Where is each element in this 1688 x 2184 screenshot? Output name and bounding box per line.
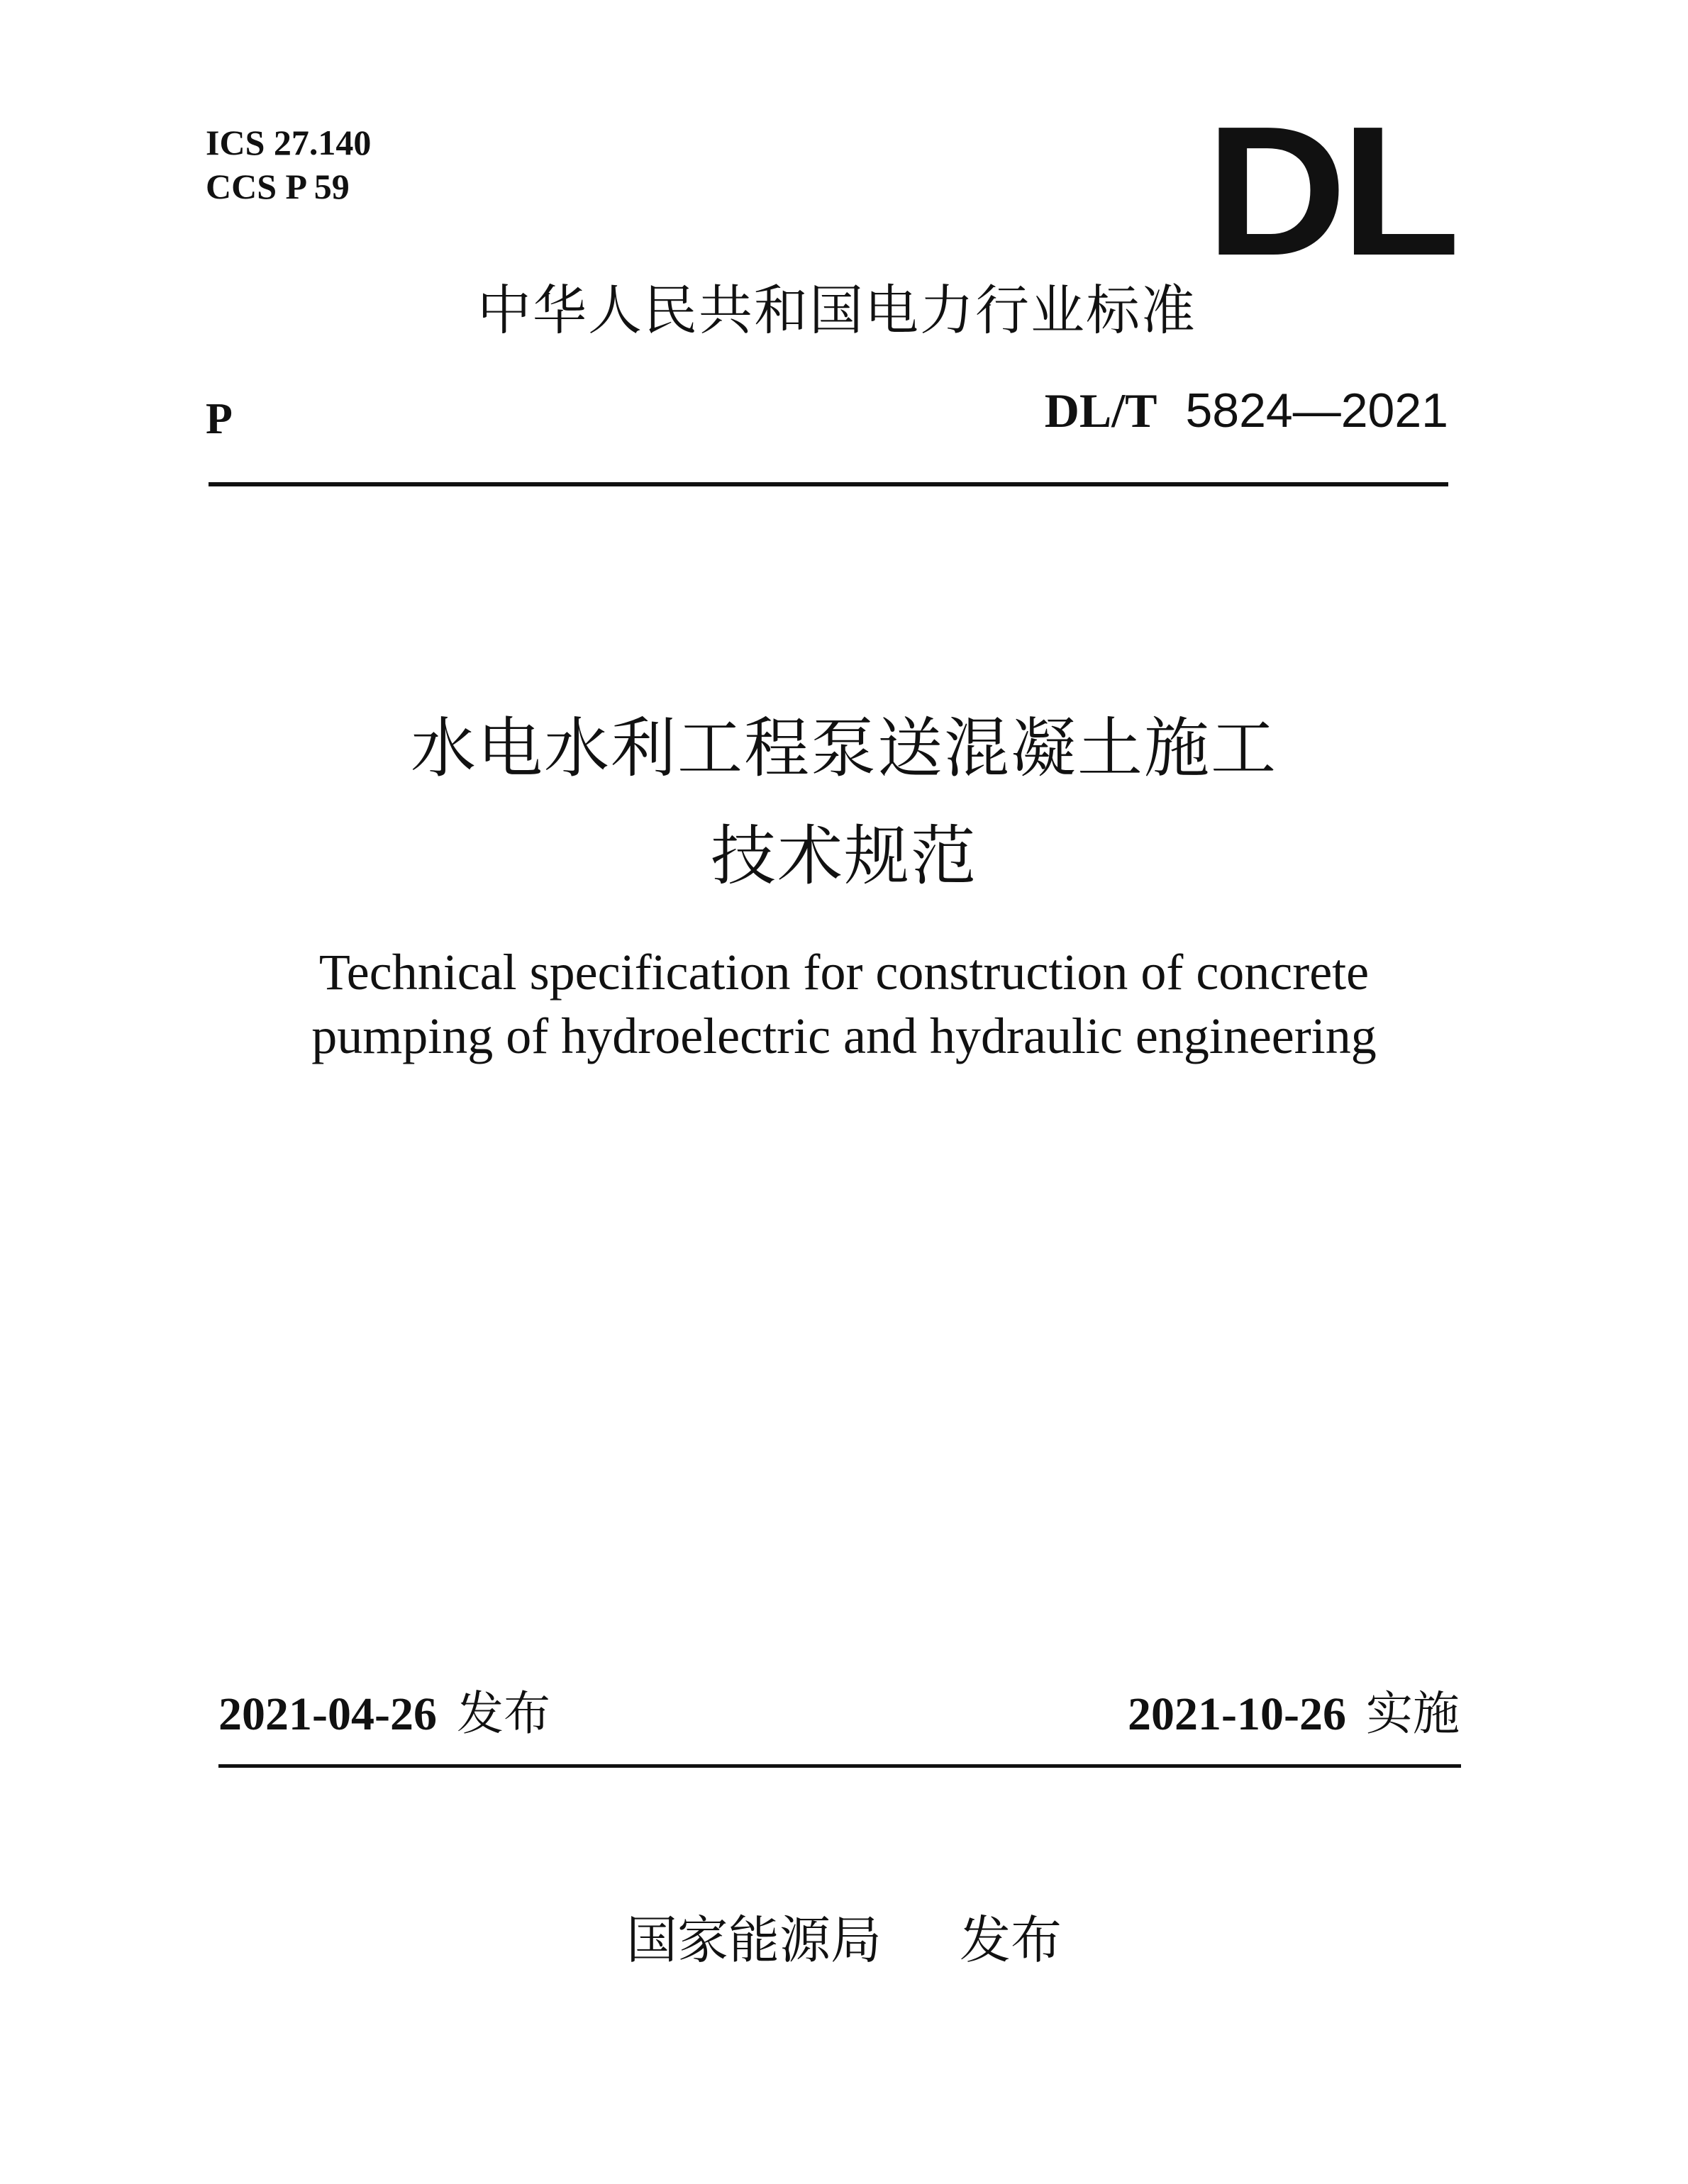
publisher (0, 1910, 1688, 1970)
standard-prefix: DL/T (1044, 384, 1157, 438)
publisher-name: 国家能源局 (626, 1910, 882, 1970)
standard-code: 5824—2021 (1185, 384, 1448, 438)
title-chinese-line-1: 水电水利工程泵送混凝土施工 (410, 711, 1277, 786)
title-chinese-line-2: 技术规范 (710, 818, 977, 894)
implementation-date-value: 2021-10-26 (1128, 1688, 1346, 1740)
issue-date-value: 2021-04-26 (218, 1688, 437, 1740)
title-english-line-1: Technical specification for construction of concrete (318, 944, 1370, 1001)
industry-standard-title (0, 279, 1688, 342)
ics-code: ICS 27.140 (206, 123, 372, 162)
issue-date-label: 发布 (456, 1686, 550, 1741)
implementation-date-label: 实施 (1366, 1686, 1460, 1741)
footer-divider (218, 1764, 1461, 1768)
classification-letter: P (206, 395, 233, 443)
standard-number (1044, 384, 1448, 438)
implementation-date (1128, 1686, 1460, 1741)
dl-logo: DL (1206, 89, 1455, 294)
issue-date (218, 1686, 550, 1741)
publisher-label: 发布 (960, 1910, 1062, 1970)
header-divider (209, 482, 1448, 486)
ccs-code: CCS P 59 (206, 167, 350, 206)
title-english-line-2: pumping of hydroelectric and hydraulic engineering (311, 1008, 1377, 1064)
industry-standard-title-text: 中华人民共和国电力行业标准 (477, 279, 1196, 342)
